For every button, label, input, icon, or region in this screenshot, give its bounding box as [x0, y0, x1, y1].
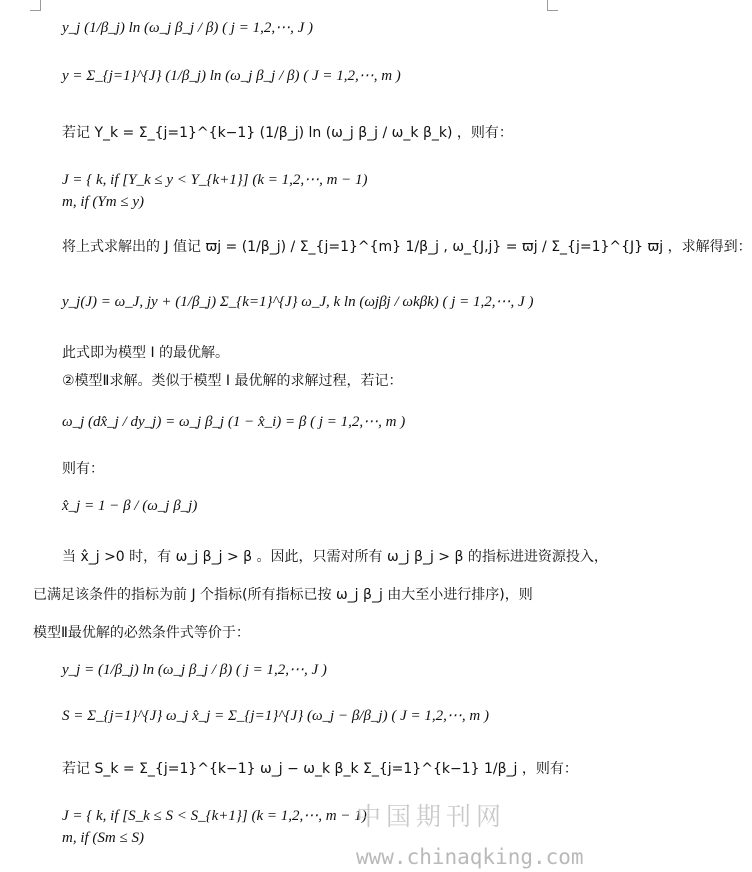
text-model2-intro: ②模型Ⅱ求解。类似于模型 I 最优解的求解过程，若记：: [62, 373, 403, 389]
equation-J-case2: m, if (Ym ≤ y): [62, 194, 144, 210]
equation-yj-ln: y_j (1/β_j) ln (ω_j β_j / β) ( j = 1,2,⋯, J ): [62, 20, 314, 36]
text-define-Sk: 若记 S_k = Σ_{j=1}^{k−1} ω_j − ω_k β_k Σ_{j=1}^{k−1} 1/β_j ，则有：: [62, 761, 578, 777]
text-model1-result: 此式即为模型 I 的最优解。: [62, 345, 230, 361]
text-then: 则有：: [62, 461, 104, 477]
text-define-Yk: 若记 Y_k = Σ_{j=1}^{k−1} (1/β_j) ln (ω_j β_j / ω_k β_k) ，则有：: [62, 125, 513, 141]
equation-yj-J: y_j(J) = ω_J, jy + (1/β_j) Σ_{k=1}^{J} ω_J, k ln (ωjβj / ωkβk) ( j = 1,2,⋯, J ): [62, 294, 534, 310]
equation-yj-model2: y_j = (1/β_j) ln (ω_j β_j / β) ( j = 1,2,⋯, J ): [62, 662, 327, 678]
watermark-site-name: 中国期刊网: [356, 802, 507, 831]
equation-S-sum: S = Σ_{j=1}^{J} ω_j x̂_j = Σ_{j=1}^{J} (ω_j − β/β_j) ( J = 1,2,⋯, m ): [62, 708, 489, 724]
page-corner-mark-left: [30, 0, 41, 11]
text-define-omega: 将上式求解出的 J 值记 ϖj = (1/β_j) / Σ_{j=1}^{m} 1/β_j , ω_{J,j} = ϖj / Σ_{j=1}^{J} ϖj ，求解得到：: [62, 239, 752, 255]
equation-y-sum: y = Σ_{j=1}^{J} (1/β_j) ln (ω_j β_j / β) ( J = 1,2,⋯, m ): [62, 68, 401, 84]
text-condition-3: 模型Ⅱ最优解的必然条件式等价于：: [33, 625, 250, 641]
text-condition-1: 当 x̂_j >0 时，有 ω_j β_j > β 。因此，只需对所有 ω_j β_j > β 的指标进进资源投入，: [62, 549, 608, 565]
watermark-site-url: www.chinaqking.com: [356, 845, 584, 869]
equation-J2-case1: J = { k, if [S_k ≤ S < S_{k+1}] (k = 1,2,⋯, m − 1): [62, 808, 367, 824]
text-condition-2: 已满足该条件的指标为前 J 个指标(所有指标已按 ω_j β_j 由大至小进行排序)，则: [33, 587, 533, 603]
equation-derivative: ω_j (dx̂_j / dy_j) = ω_j β_j (1 − x̂_i) = β ( j = 1,2,⋯, m ): [62, 414, 406, 430]
equation-J2-case2: m, if (Sm ≤ S): [62, 830, 144, 846]
equation-xhat: x̂_j = 1 − β / (ω_j β_j): [62, 498, 198, 514]
equation-J-case1: J = { k, if [Y_k ≤ y < Y_{k+1}] (k = 1,2,⋯, m − 1): [62, 172, 368, 188]
page-corner-mark-right: [547, 0, 558, 11]
